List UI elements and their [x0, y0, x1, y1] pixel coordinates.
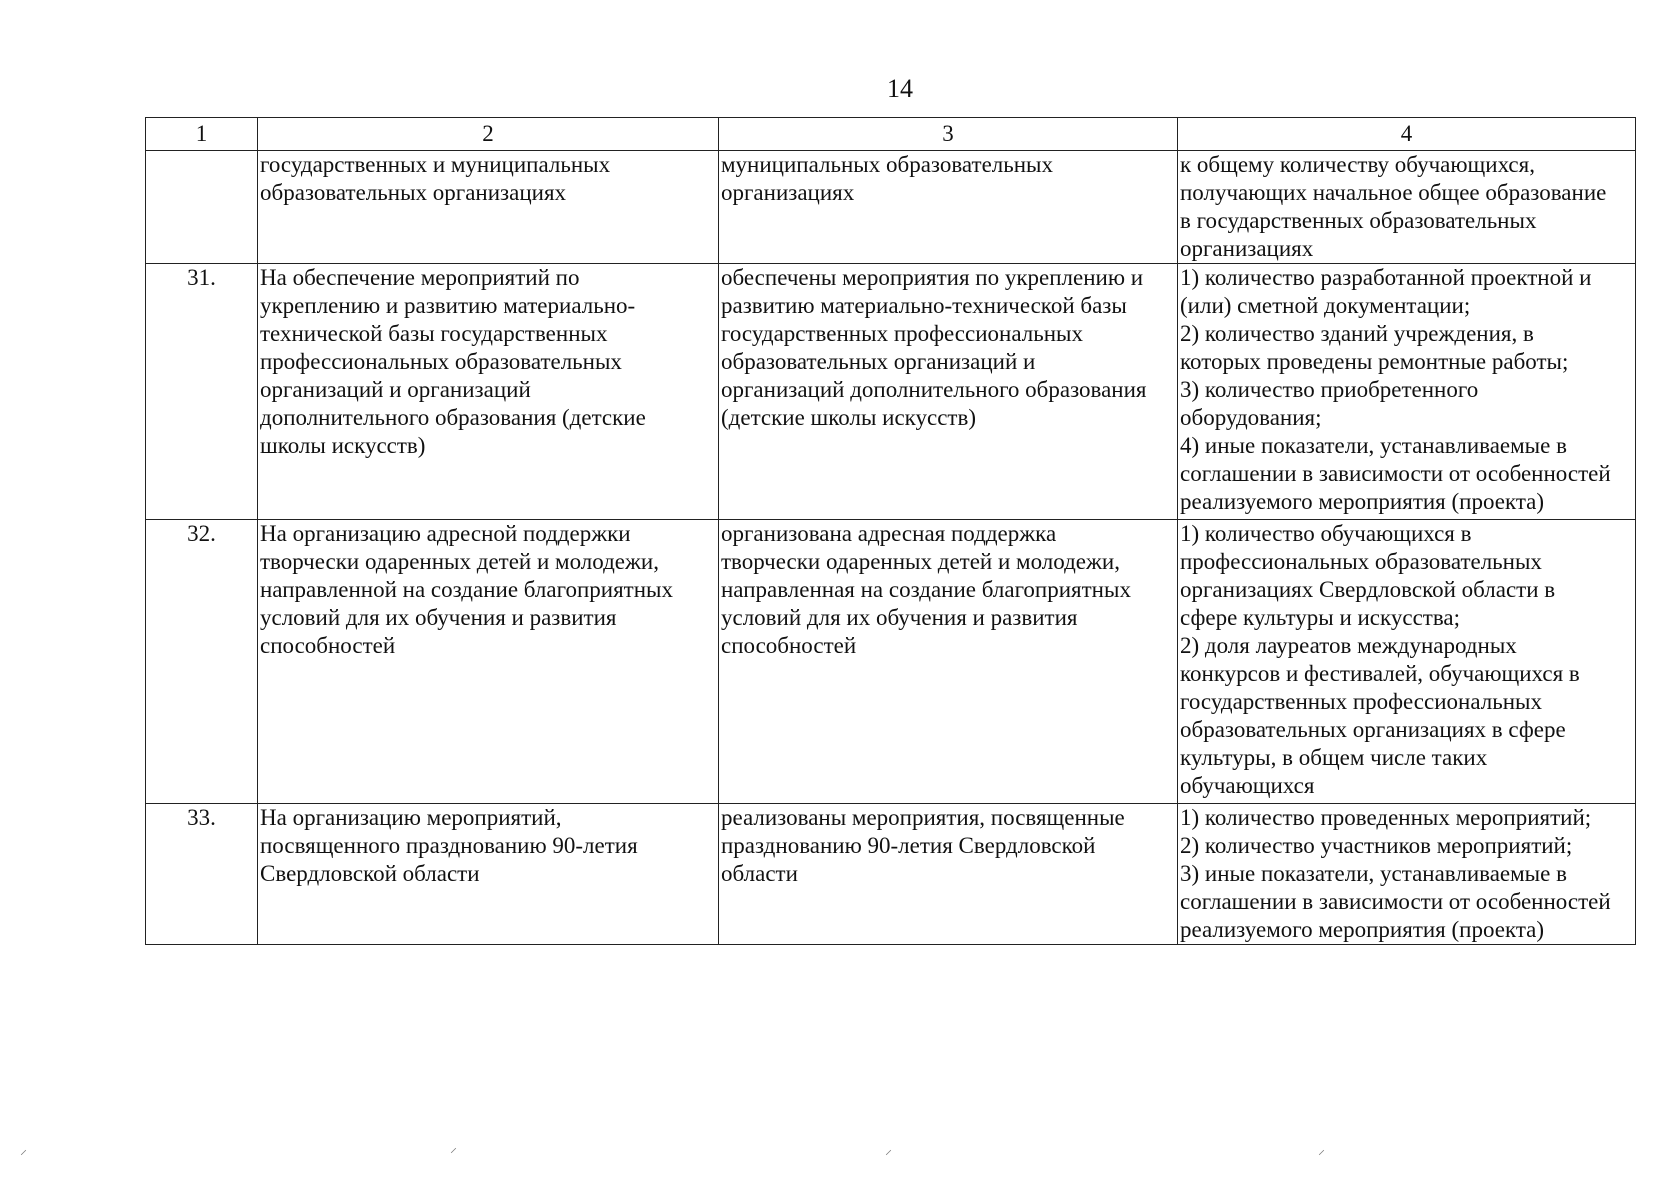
cell-line: организаций и организаций — [260, 377, 531, 402]
cell-line: сфере культуры и искусства; — [1180, 605, 1460, 630]
cell-line: обучающихся — [1180, 773, 1315, 798]
cell-line: 2) количество участников мероприятий; — [1180, 833, 1573, 858]
cell-line: Свердловской области — [260, 861, 480, 886]
cell-line: условий для их обучения и развития — [721, 605, 1078, 630]
column-header-3: 3 — [719, 118, 1178, 151]
cell-line: 3) иные показатели, устанавливаемые в — [1180, 861, 1567, 886]
cell-line: государственных профессиональных — [721, 321, 1083, 346]
cell-line: реализуемого мероприятия (проекта) — [1180, 489, 1545, 514]
page-number: 14 — [887, 74, 913, 103]
cell-line: способностей — [721, 633, 857, 658]
cell-line: направленной на создание благоприятных — [260, 577, 673, 602]
subsidy-purpose-cell — [258, 804, 719, 945]
cell-line: 2) доля лауреатов международных — [1180, 633, 1517, 658]
cell-line: образовательных организациях в сфере — [1180, 717, 1566, 742]
row-number: 33. — [146, 804, 258, 945]
cell-line: организациях — [1180, 236, 1314, 261]
cell-line: образовательных организаций и — [721, 349, 1036, 374]
indicator-cell — [1178, 151, 1636, 264]
cell-line: условий для их обучения и развития — [260, 605, 617, 630]
cell-line: 2) количество зданий учреждения, в — [1180, 321, 1534, 346]
cell-line: государственных профессиональных — [1180, 689, 1542, 714]
table-row — [146, 151, 1636, 264]
column-header-4: 4 — [1178, 118, 1636, 151]
cell-line: способностей — [260, 633, 396, 658]
indicators-table — [145, 117, 1636, 945]
subsidy-purpose-cell — [258, 264, 719, 520]
cell-line: На организацию адресной поддержки — [260, 521, 631, 546]
table-row — [146, 520, 1636, 804]
result-cell — [719, 804, 1178, 945]
cell-line: На организацию мероприятий, — [260, 805, 562, 830]
cell-line: направленная на создание благоприятных — [721, 577, 1131, 602]
cell-line: технической базы государственных — [260, 321, 608, 346]
result-cell — [719, 151, 1178, 264]
scan-mark: ⸝ — [885, 1143, 892, 1158]
cell-line: соглашении в зависимости от особенностей — [1180, 889, 1611, 914]
cell-line: дополнительного образования (детские — [260, 405, 646, 430]
cell-line: развитию материально-технической базы — [721, 293, 1127, 318]
row-number: 32. — [146, 520, 258, 804]
cell-line: культуры, в общем числе таких — [1180, 745, 1488, 770]
row-number: 31. — [146, 264, 258, 520]
cell-line: посвященного празднованию 90-летия — [260, 833, 638, 858]
cell-line: которых проведены ремонтные работы; — [1180, 349, 1569, 374]
cell-line: получающих начальное общее образование — [1180, 180, 1607, 205]
cell-line: образовательных организациях — [260, 180, 567, 205]
result-cell — [719, 520, 1178, 804]
cell-line: реализованы мероприятия, посвященные — [721, 805, 1125, 830]
cell-line: 1) количество разработанной проектной и — [1180, 265, 1592, 290]
column-header-2: 2 — [258, 118, 719, 151]
cell-line: укреплению и развитию материально- — [260, 293, 636, 318]
cell-line: празднованию 90-летия Свердловской — [721, 833, 1096, 858]
cell-line: 4) иные показатели, устанавливаемые в — [1180, 433, 1567, 458]
cell-line: государственных и муниципальных — [260, 152, 611, 177]
column-header-1: 1 — [146, 118, 258, 151]
scan-mark: ⸝ — [450, 1141, 457, 1156]
cell-line: конкурсов и фестивалей, обучающихся в — [1180, 661, 1580, 686]
cell-line: (детские школы искусств) — [721, 405, 976, 430]
cell-line: школы искусств) — [260, 433, 426, 458]
cell-line: 3) количество приобретенного — [1180, 377, 1479, 402]
result-cell — [719, 264, 1178, 520]
table-row — [146, 264, 1636, 520]
table-header-row — [146, 118, 1636, 151]
cell-line: 1) количество проведенных мероприятий; — [1180, 805, 1592, 830]
indicator-cell — [1178, 520, 1636, 804]
indicator-cell — [1178, 264, 1636, 520]
row-number — [146, 151, 258, 264]
cell-line: профессиональных образовательных — [260, 349, 622, 374]
cell-line: организована адресная поддержка — [721, 521, 1057, 546]
table-row — [146, 804, 1636, 945]
cell-line: к общему количеству обучающихся, — [1180, 152, 1535, 177]
scan-mark: ⸝ — [1318, 1143, 1325, 1158]
indicator-cell — [1178, 804, 1636, 945]
cell-line: творчески одаренных детей и молодежи, — [721, 549, 1120, 574]
cell-line: обеспечены мероприятия по укреплению и — [721, 265, 1144, 290]
cell-line: На обеспечение мероприятий по — [260, 265, 580, 290]
cell-line: муниципальных образовательных — [721, 152, 1054, 177]
cell-line: 1) количество обучающихся в — [1180, 521, 1472, 546]
cell-line: профессиональных образовательных — [1180, 549, 1542, 574]
cell-line: творчески одаренных детей и молодежи, — [260, 549, 659, 574]
cell-line: организациях Свердловской области в — [1180, 577, 1556, 602]
cell-line: области — [721, 861, 798, 886]
cell-line: оборудования; — [1180, 405, 1322, 430]
cell-line: реализуемого мероприятия (проекта) — [1180, 917, 1545, 942]
cell-line: организаций дополнительного образования — [721, 377, 1147, 402]
cell-line: (или) сметной документации; — [1180, 293, 1471, 318]
cell-line: соглашении в зависимости от особенностей — [1180, 461, 1611, 486]
subsidy-purpose-cell — [258, 520, 719, 804]
subsidy-purpose-cell — [258, 151, 719, 264]
scan-mark: ⸝ — [20, 1143, 27, 1158]
cell-line: в государственных образовательных — [1180, 208, 1537, 233]
cell-line: организациях — [721, 180, 855, 205]
